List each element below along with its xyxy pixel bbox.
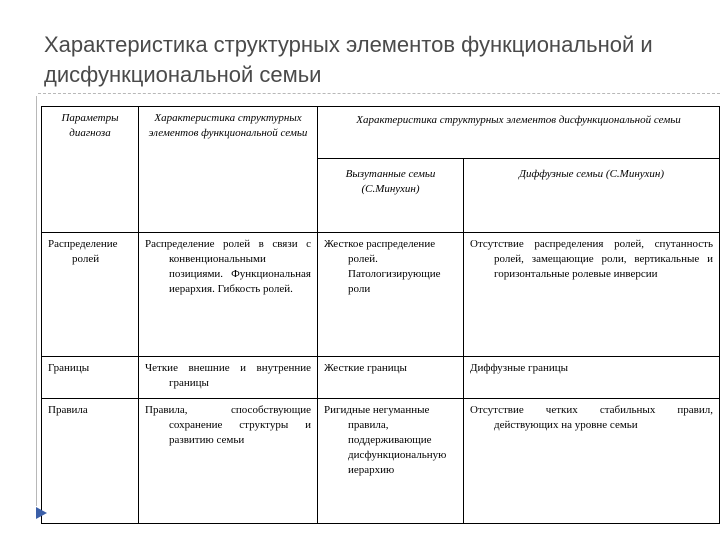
title-divider [38, 93, 720, 94]
header-diffuse: Диффузные семьи (С.Минухин) [464, 159, 720, 233]
row-enmeshed: Ригидные негуманные правила, поддерживающие дисфункциональную иерархию [318, 399, 464, 524]
play-arrow-icon [34, 506, 48, 520]
left-border [36, 96, 37, 506]
row-param: Распределение ролей [42, 233, 139, 357]
row-param: Границы [42, 357, 139, 399]
table-row [42, 233, 720, 357]
table-row [42, 357, 720, 399]
row-enmeshed: Жесткое распределение ролей. Патологизирующие роли [318, 233, 464, 357]
row-functional: Правила, способствующие сохранение структуры и развитию семьи [139, 399, 318, 524]
header-row [42, 107, 720, 159]
comparison-table [41, 106, 720, 524]
table-row [42, 399, 720, 524]
header-enmeshed: Вызутанные семьи (С.Минухин) [318, 159, 464, 233]
row-enmeshed: Жесткие границы [318, 357, 464, 399]
row-param: Правила [42, 399, 139, 524]
row-diffuse: Отсутствие распределения ролей, спутанность ролей, замещающие роли, вертикальные и горизонтальные ролевые инверсии [464, 233, 720, 357]
header-params: Параметры диагноза [42, 107, 139, 233]
header-dysfunctional: Характеристика структурных элементов дисфункциональной семьи [318, 107, 720, 159]
row-diffuse: Диффузные границы [464, 357, 720, 399]
row-functional: Четкие внешние и внутренние границы [139, 357, 318, 399]
row-diffuse: Отсутствие четких стабильных правил, действующих на уровне семьи [464, 399, 720, 524]
row-functional: Распределение ролей в связи с конвенциональными позициями. Функциональная иерархия. Гибкость ролей. [139, 233, 318, 357]
slide-title: Характеристика структурных элементов функциональной и дисфункциональной семьи [44, 32, 653, 87]
header-functional: Характеристика структурных элементов функциональной семьи [139, 107, 318, 233]
